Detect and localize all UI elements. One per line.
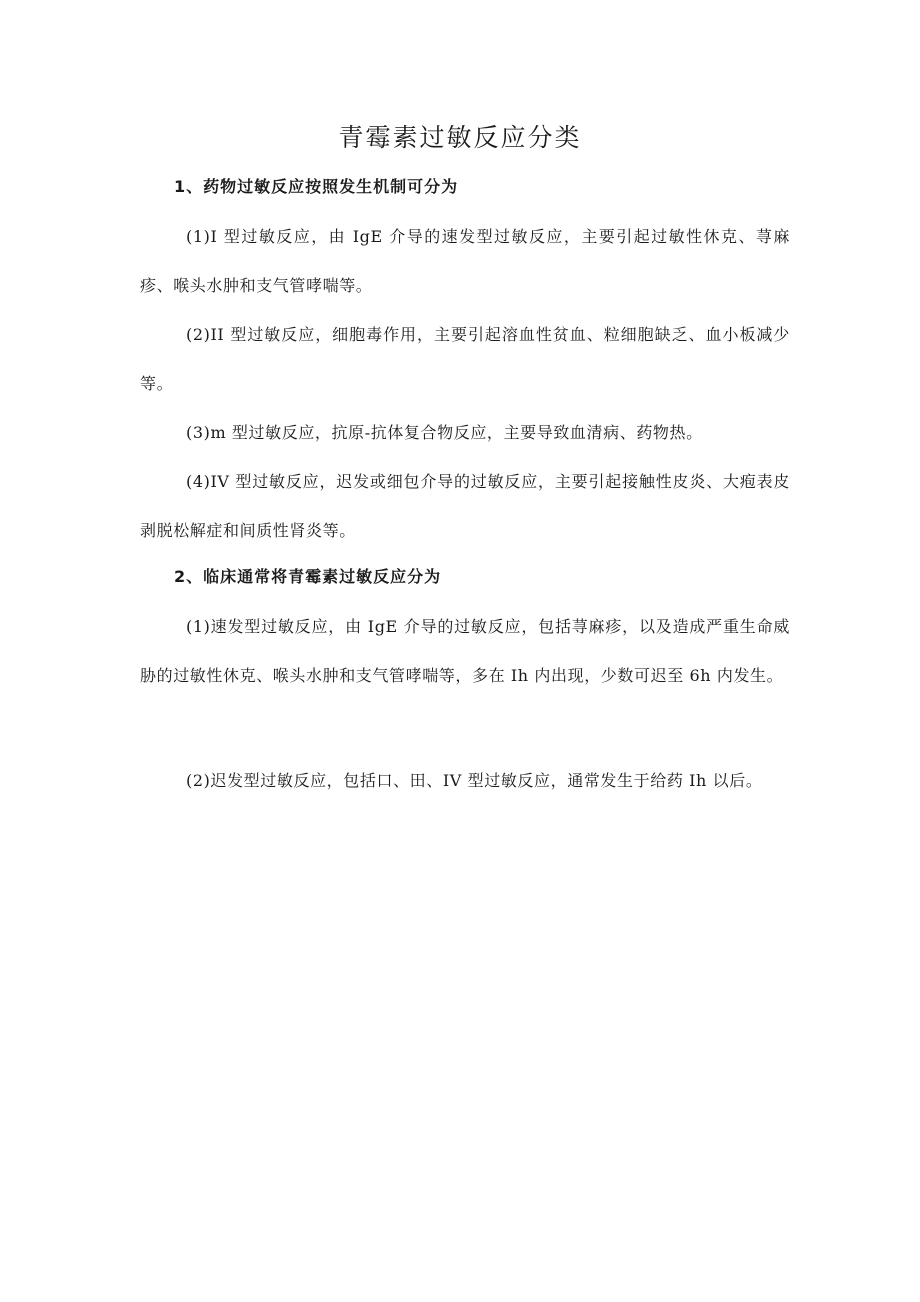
section-heading: 1、药物过敏反应按照发生机制可分为 xyxy=(174,177,459,196)
paragraph: (2)II 型过敏反应，细胞毒作用，主要引起溶血性贫血、粒细胞缺乏、血小板减少等。 xyxy=(140,325,790,393)
paragraph: (1)速发型过敏反应，由 IgE 介导的过敏反应，包括荨麻疹，以及造成严重生命威胁的过敏性休克、喉头水肿和支气管哮喘等，多在 Ih 内出现，少数可迟至 6h 内发生。 xyxy=(140,617,790,685)
document-title: 青霉素过敏反应分类 xyxy=(338,123,582,152)
paragraph: (1)I 型过敏反应，由 IgE 介导的速发型过敏反应，主要引起过敏性休克、荨麻疹、喉头水肿和支气管哮喘等。 xyxy=(140,227,790,295)
paragraph: (2)迟发型过敏反应，包括口、田、IV 型过敏反应，通常发生于给药 Ih 以后。 xyxy=(186,771,763,790)
paragraph: (4)IV 型过敏反应，迟发或细包介导的过敏反应，主要引起接触性皮炎、大疱表皮剥脱松解症和间质性肾炎等。 xyxy=(140,472,790,540)
section-heading: 2、临床通常将青霉素过敏反应分为 xyxy=(174,567,442,586)
paragraph: (3)m 型过敏反应，抗原-抗体复合物反应，主要导致血清病、药物热。 xyxy=(186,423,703,442)
